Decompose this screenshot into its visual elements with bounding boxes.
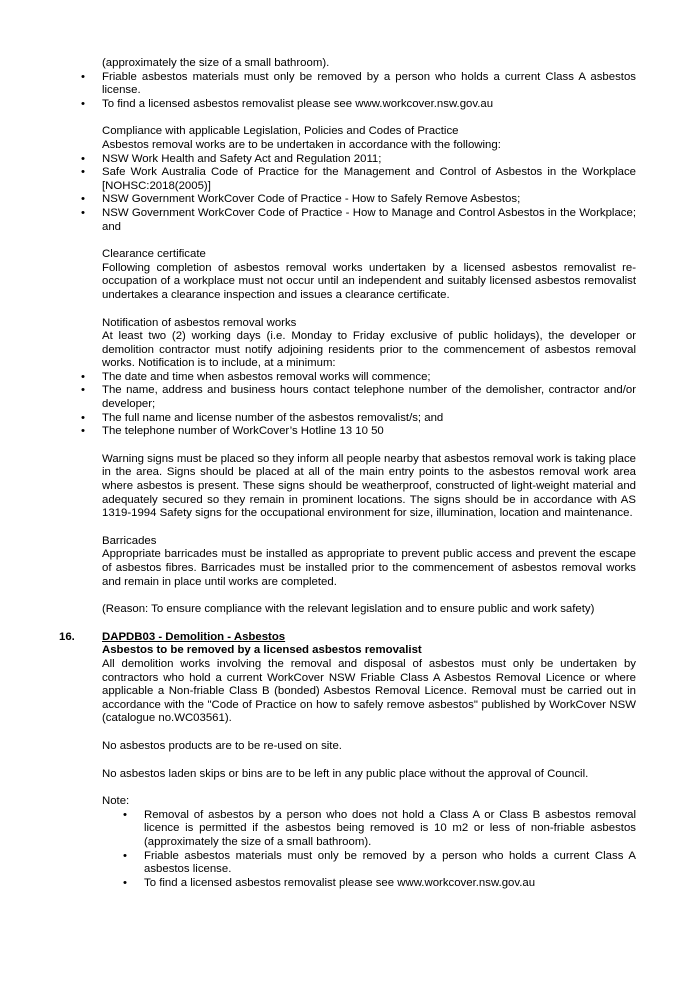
note-label: Note: <box>102 795 130 808</box>
list-item: • Safe Work Australia Code of Practice for the Management and Control of Asbestos in the Workplace [NOHSC:2018(2005)] <box>81 166 636 193</box>
section-subtitle: Asbestos to be removed by a licensed asbestos removalist <box>102 644 422 657</box>
continued-line: (approximately the size of a small bathroom). <box>102 57 330 69</box>
reason-paragraph: (Reason: To ensure compliance with the relevant legislation and to ensure public and work safety) <box>102 603 595 616</box>
list-item: • Friable asbestos materials must only be removed by a person who holds a current Class A asbestos license. <box>81 71 636 98</box>
compliance-bullet-list <box>102 153 636 235</box>
list-item: • The full name and license number of the asbestos removalist/s; and <box>81 412 636 426</box>
barricades-heading: Barricades <box>102 534 157 547</box>
clearance-body: Following completion of asbestos removal works undertaken by a licensed asbestos removalist re-occupation of a workplace must not occur until an independent and suitably licensed asbestos removalist undertakes a clearance inspection and issues a clearance certificate. <box>102 261 636 301</box>
notification-heading: Notification of asbestos removal works <box>102 316 297 329</box>
barricades-body: Appropriate barricades must be installed as appropriate to prevent public access and prevent the escape of asbestos fibres. Barricades must be installed prior to the commencement of asbestos removal works and remain in place until works are completed. <box>102 548 636 588</box>
page-content <box>59 57 636 890</box>
list-item: • NSW Work Health and Safety Act and Regulation 2011; <box>81 153 636 167</box>
warning-signs-paragraph: Warning signs must be placed so they inform all people nearby that asbestos removal work is taking place in the area. Signs should be placed at all of the main entry points to the asbestos removal work area where asbestos is present. These signs should be weatherproof, constructed of light-weight material and adequately secured so they remain in prominent locations. The signs should be in accordance with AS 1319-1994 Safety signs for the occupational environment for size, illumination, location and maintenance. <box>102 452 636 520</box>
list-item: • To find a licensed asbestos removalist please see www.workcover.nsw.gov.au <box>81 98 636 112</box>
compliance-intro: Asbestos removal works are to be undertaken in accordance with the following: <box>102 138 501 151</box>
clearance-heading: Clearance certificate <box>102 248 206 261</box>
notification-bullet-list <box>102 371 636 439</box>
list-item: • Removal of asbestos by a person who does not hold a Class A or Class B asbestos removal licence is permitted if the asbestos being removed is 10 m2 or less of non-friable asbestos (approximately the size of a small bathroom). <box>123 809 636 850</box>
note-bullet-list <box>123 809 636 891</box>
no-skips-paragraph: No asbestos laden skips or bins are to be left in any public place without the approval of Council. <box>102 767 589 780</box>
list-item: • Friable asbestos materials must only be removed by a person who holds a current Class A asbestos license. <box>123 850 636 877</box>
section-code-title: DAPDB03 - Demolition - Asbestos <box>102 630 286 643</box>
section-number: 16. <box>59 630 75 643</box>
section-body: All demolition works involving the removal and disposal of asbestos must only be undertaken by contractors who hold a current WorkCover NSW Friable Class A Asbestos Removal Licence or where applicable a Non-friable Class B (bonded) Asbestos Removal Licence. Removal must be carried out in accordance with the "Code of Practice on how to safely remove asbestos" published by WorkCover NSW (catalogue no.WC03561). <box>102 657 636 725</box>
no-reuse-paragraph: No asbestos products are to be re-used on site. <box>102 739 342 752</box>
notification-body: At least two (2) working days (i.e. Monday to Friday exclusive of public holidays), the developer or demolition contractor must notify adjoining residents prior to the commencement of asbestos removal works. Notification is to include, at a minimum: <box>102 330 636 370</box>
continued-bullet-list <box>102 71 636 112</box>
list-item: • To find a licensed asbestos removalist please see www.workcover.nsw.gov.au <box>123 877 636 891</box>
list-item: • NSW Government WorkCover Code of Practice - How to Safely Remove Asbestos; <box>81 193 636 207</box>
list-item: • NSW Government WorkCover Code of Practice - How to Manage and Control Asbestos in the Workplace; and <box>81 207 636 234</box>
list-item: • The telephone number of WorkCover’s Hotline 13 10 50 <box>81 425 636 439</box>
compliance-heading: Compliance with applicable Legislation, Policies and Codes of Practice <box>102 125 459 138</box>
list-item: • The date and time when asbestos removal works will commence; <box>81 371 636 385</box>
section-16 <box>59 630 636 891</box>
list-item: • The name, address and business hours contact telephone number of the demolisher, contractor and/or developer; <box>81 384 636 411</box>
